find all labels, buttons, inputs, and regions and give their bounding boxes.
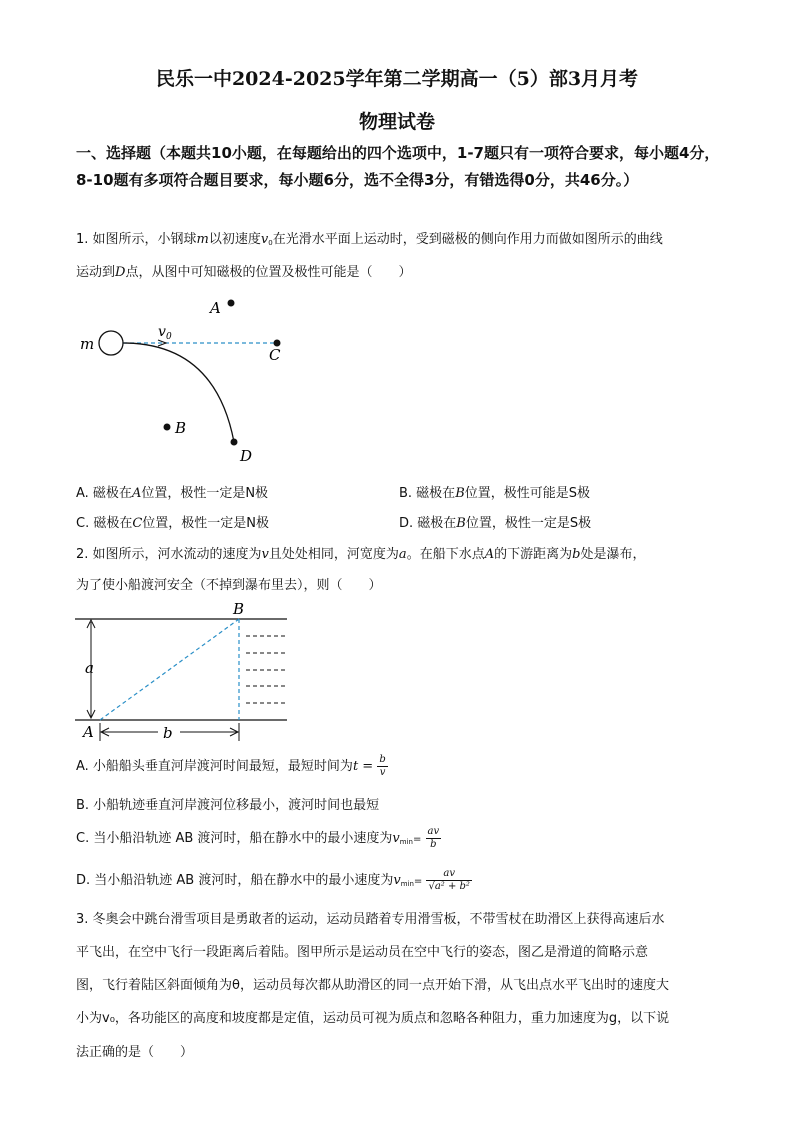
label-b: b — [163, 724, 173, 742]
q2-option-a: A. 小船船头垂直河岸渡河时间最短，最短时间为t = $\frac{b}{v}$ — [76, 754, 386, 778]
label-D: D — [240, 447, 253, 465]
label-v0: v — [158, 324, 166, 340]
steel-ball — [99, 331, 123, 355]
q3-stem-line4: 小为v₀，各功能区的高度和坡度都是定值，运动员可视为质点和忽略各种阻力，重力加速度为g，以下说 — [76, 1011, 670, 1026]
q3-stem-line2: 平飞出，在空中飞行一段距离后着陆。图甲所示是运动员在空中飞行的姿态，图乙是滑道的简略示意 — [76, 945, 649, 960]
q2-option-d: D. 当小船沿轨迹 AB 渡河时，船在静水中的最小速度为$v_{min}=$ $\frac{av}{\text{√a² + b²}}$ — [76, 868, 470, 892]
q1-option-b: B. 磁极在B位置，极性可能是S极 — [399, 486, 591, 501]
point-B — [164, 424, 171, 431]
label-C: C — [269, 346, 281, 364]
label-A: A — [83, 723, 94, 741]
point-D — [231, 439, 238, 446]
q3-stem-line5: 法正确的是（ ） — [76, 1045, 194, 1060]
q2-stem-line1: 2. 如图所示，河水流动的速度为v且处处相同，河宽度为a。在船下水点A的下游距离为b处是瀑布， — [76, 547, 646, 562]
label-a: a — [85, 659, 94, 677]
q2-stem-line2: 为了使小船渡河安全（不掉到瀑布里去），则（ ） — [76, 578, 382, 593]
label-m: m — [80, 335, 95, 353]
label-B: B — [233, 600, 245, 618]
page-subtitle: 物理试卷 — [358, 111, 435, 133]
section-heading: 一、选择题（本题共10小题，在每题给出的四个选项中，1-7题只有一项符合要求，每小题4分，8-10题有多项符合题目要求，每小题6分，选不全得3分，有错选得0分，共46分。） — [76, 144, 720, 189]
fraction-av-over-sqrt: $\frac{av}{\text{√a² + b²}}$ — [428, 868, 470, 892]
q1-option-d: D. 磁极在B位置，极性一定是S极 — [399, 516, 592, 531]
q2-option-b: B. 小船轨迹垂直河岸渡河位移最小，渡河时间也最短 — [76, 798, 380, 813]
waterfall-marks — [246, 636, 287, 703]
fraction-b-over-v: $\frac{b}{v}$ — [379, 754, 386, 778]
label-A: A — [210, 299, 221, 317]
q1-option-a: A. 磁极在A位置，极性一定是N极 — [76, 486, 269, 501]
q3-stem-line1: 3. 冬奥会中跳台滑雪项目是勇敢者的运动，运动员踏着专用滑雪板，不带雪杖在助滑区上获得高速后水 — [76, 912, 665, 927]
q1-figure-magnet-trajectory — [70, 290, 310, 470]
fraction-av-over-b: $\frac{av}{b}$ — [427, 826, 440, 850]
q1-stem-line2: 运动到D点，从图中可知磁极的位置及极性可能是（ ） — [76, 265, 412, 280]
label-B: B — [175, 419, 187, 437]
label-v0-sub: 0 — [166, 332, 172, 342]
q2-option-c: C. 当小船沿轨迹 AB 渡河时，船在静水中的最小速度为$v_{min}=$ $\frac{av}{b}$ — [76, 826, 440, 850]
q2-figure-river — [70, 598, 300, 746]
q3-stem-line3: 图，飞行着陆区斜面倾角为θ，运动员每次都从助滑区的同一点开始下滑，从飞出点水平飞出时的速度大 — [76, 978, 669, 993]
page-title: 民乐一中2024-2025学年第二学期高一（5）部3月月考 — [155, 68, 639, 90]
q1-stem-line1: 1. 如图所示，小钢球m以初速度$v_0$在光滑水平面上运动时，受到磁极的侧向作用力而做如图所示的曲线 — [76, 232, 663, 247]
point-A — [228, 300, 235, 307]
path-AB — [100, 619, 239, 720]
q1-option-c: C. 磁极在C位置，极性一定是N极 — [76, 516, 270, 531]
